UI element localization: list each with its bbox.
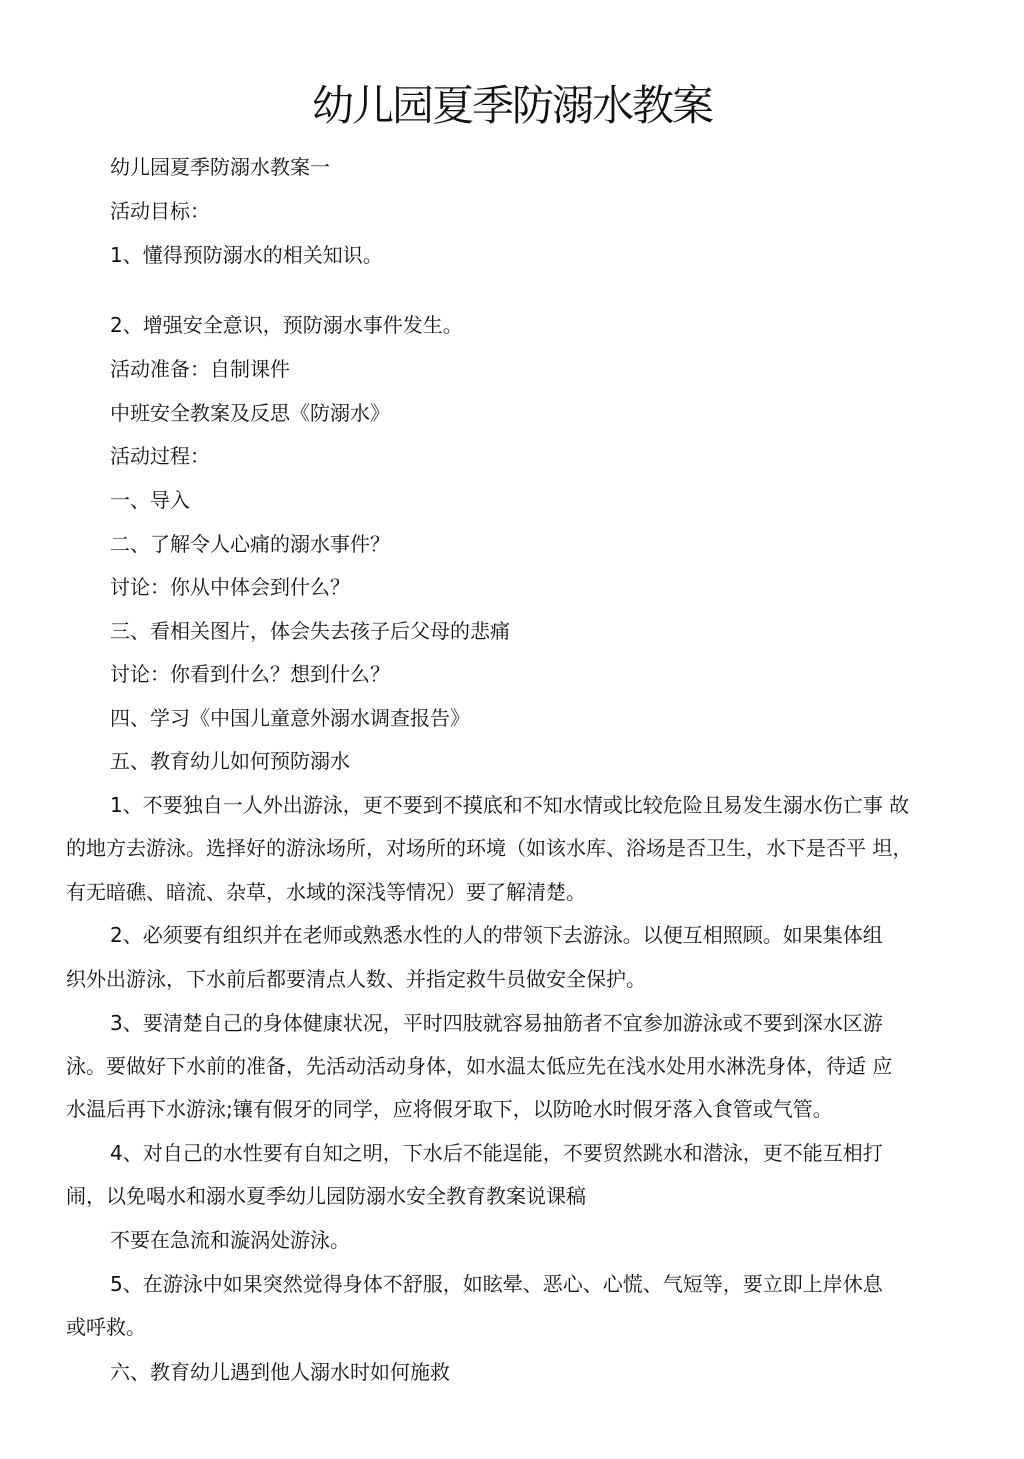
rule-2-line-1: 2、必须要有组织并在老师或熟悉水性的人的带领下去游泳。以便互相照顾。如果集体组 <box>110 923 883 947</box>
rule-1-line-1: 1、不要独自一人外出游泳，更不要到不摸底和不知水情或比较危险且易发生溺水伤亡事 故 <box>110 793 910 817</box>
rule-2-line-2: 织外出游泳，下水前后都要清点人数、并指定救牛员做安全保护。 <box>66 967 646 991</box>
step-3: 三、看相关图片，体会失去孩子后父母的悲痛 <box>110 619 510 643</box>
rule-3-line-1: 3、要清楚自己的身体健康状况，平时四肢就容易抽筋者不宜参加游泳或不要到深水区游 <box>110 1011 883 1035</box>
goals-heading: 活动目标： <box>110 199 210 223</box>
rule-4-line-3: 不要在急流和漩涡处游泳。 <box>110 1228 350 1252</box>
discussion-2: 讨论：你看到什么？想到什么？ <box>110 662 390 686</box>
step-5: 五、教育幼儿如何预防溺水 <box>110 749 350 773</box>
step-6: 六、教育幼儿遇到他人溺水时如何施救 <box>110 1360 450 1384</box>
preparation-line: 活动准备：自制课件 <box>110 357 290 381</box>
rule-4-line-2: 闹，以免喝水和溺水夏季幼儿园防溺水安全教育教案说课稿 <box>66 1184 586 1208</box>
rule-5-line-2: 或呼救。 <box>66 1315 146 1339</box>
goal-item-1: 1、懂得预防溺水的相关知识。 <box>110 243 383 267</box>
rule-5-line-1: 5、在游泳中如果突然觉得身体不舒服，如眩晕、恶心、心慌、气短等，要立即上岸休息 <box>110 1272 883 1296</box>
step-2: 二、了解令人心痛的溺水事件？ <box>110 532 390 556</box>
step-4: 四、学习《中国儿童意外溺水调查报告》 <box>110 706 470 730</box>
rule-3-line-3: 水温后再下水游泳;镶有假牙的同学，应将假牙取下，以防呛水时假牙落入食管或气管。 <box>66 1097 833 1121</box>
rule-1-line-3: 有无暗礁、暗流、杂草，水域的深浅等情况）要了解清楚。 <box>66 880 586 904</box>
reflection-line: 中班安全教案及反思《防溺水》 <box>110 401 390 425</box>
discussion-1: 讨论：你从中体会到什么？ <box>110 575 350 599</box>
goal-item-2: 2、增强安全意识，预防溺水事件发生。 <box>110 313 463 337</box>
rule-1-line-2: 的地方去游泳。选择好的游泳场所，对场所的环境（如该水库、浴场是否卫生，水下是否平 坦， <box>66 836 913 860</box>
process-heading: 活动过程： <box>110 444 210 468</box>
document-title: 幼儿园夏季防溺水教案 <box>311 81 712 130</box>
rule-4-line-1: 4、对自己的水性要有自知之明，下水后不能逞能，不要贸然跳水和潜泳，更不能互相打 <box>110 1141 883 1165</box>
rule-3-line-2: 泳。要做好下水前的准备，先活动活动身体，如水温太低应先在浅水处用水淋洗身体，待适 应 <box>66 1054 893 1078</box>
subtitle: 幼儿园夏季防溺水教案一 <box>110 155 330 179</box>
step-1: 一、导入 <box>110 488 190 512</box>
